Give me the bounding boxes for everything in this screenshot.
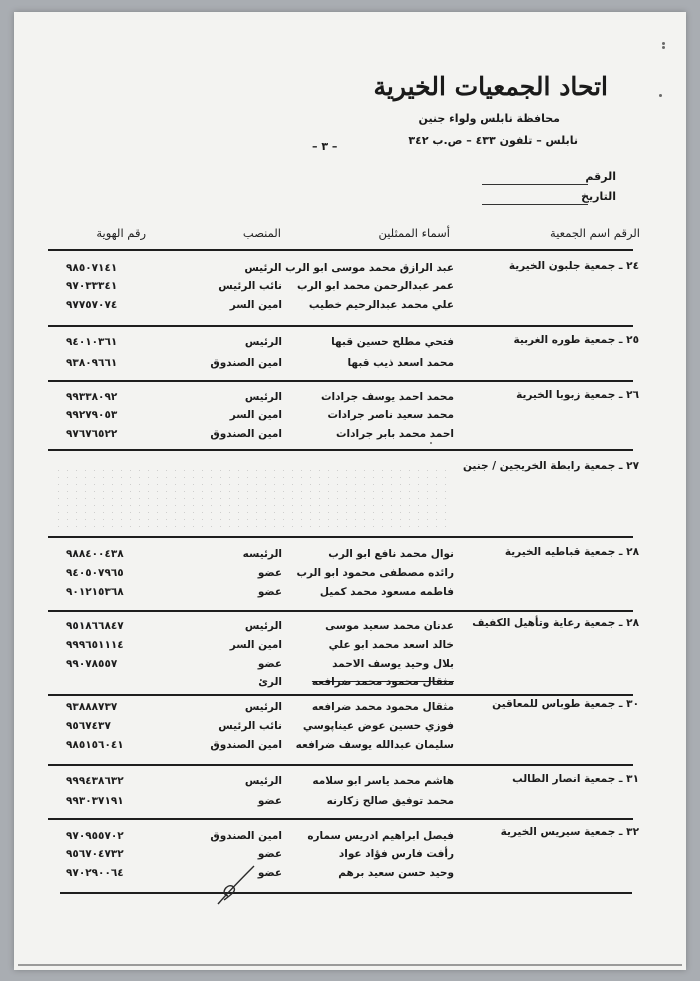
member-position: عضو xyxy=(257,848,282,860)
member-name: خالد اسعد محمد ابو علي xyxy=(328,639,454,651)
member-name: رأفت فارس فؤاد عواد xyxy=(338,848,454,860)
member-name: رائده مصطفى محمود ابو الرب xyxy=(296,567,454,579)
society-name: ٣٢ ـ جمعية سيريس الخيرية xyxy=(500,826,639,838)
society-name: ٢٤ ـ جمعية جلبون الخيرية xyxy=(508,260,639,272)
member-id: ٩٥٦٧٠٤٧٣٢ xyxy=(66,848,124,860)
member-position: الرئيس xyxy=(244,701,282,713)
member-id: ٩٩٠٧٨٥٥٧ xyxy=(66,658,118,670)
header-rule xyxy=(48,249,633,251)
member-position: الرئيس xyxy=(244,391,282,403)
member-position: امين الصندوق xyxy=(210,739,282,751)
member-name: نوال محمد نافع ابو الرب xyxy=(328,548,454,560)
letterhead-title: اتحاد الجمعيات الخيرية xyxy=(373,72,608,101)
member-name: محمد سعيد ناصر جرادات xyxy=(327,409,454,421)
member-id: ٩٧٠٩٥٥٧٠٢ xyxy=(66,830,124,842)
letterhead-contact: نابلس – تلفون ٤٣٣ – ص.ب ٣٤٢ xyxy=(408,134,578,147)
ref-line xyxy=(482,184,588,185)
member-id: ٩٩٢٧٩٠٥٣ xyxy=(66,409,118,421)
member-name: سليمان عبدالله يوسف ضرافعه xyxy=(295,739,454,751)
member-position: امين السر xyxy=(229,639,282,651)
member-position: عضو xyxy=(257,795,282,807)
member-name: محمد توفيق صالح زكارنه xyxy=(326,795,454,807)
member-position: عضو xyxy=(257,867,282,879)
member-position: نائب الرئيس xyxy=(218,280,282,292)
section-rule xyxy=(48,536,633,538)
scan-speck xyxy=(659,94,662,97)
member-name: فتحي مطلح حسين قبها xyxy=(331,336,454,348)
member-name: فوزي حسين عوض عيناپوسي xyxy=(302,720,454,732)
member-id: ٩٧٠٣٣٣٤١ xyxy=(66,280,118,292)
date-line xyxy=(482,204,588,205)
society-name: ٢٧ ـ جمعية رابطة الخريجين / جنين xyxy=(462,460,639,472)
member-name: احمد محمد بابر جرادات xyxy=(335,428,454,440)
document-page xyxy=(14,12,686,970)
member-id: ٩٧٧٥٧٠٧٤ xyxy=(66,299,118,311)
society-name: ٢٨ ـ جمعية رعاية وتأهيل الكفيف xyxy=(472,617,639,629)
col-representatives: أسماء الممثلين xyxy=(378,226,450,240)
page-number: – ٣ – xyxy=(312,140,338,153)
section-rule xyxy=(48,818,633,820)
section-rule xyxy=(48,325,633,327)
member-name: فيصل ابراهيم ادريس سماره xyxy=(307,830,454,842)
member-name: وحيد حسن سعيد برهم xyxy=(338,867,454,879)
member-position: الرئيس xyxy=(244,336,282,348)
member-position: نائب الرئيس xyxy=(218,720,282,732)
member-id: ٩٩٣٠٣٧١٩١ xyxy=(66,795,124,807)
member-name: مثقال محمود محمد ضرافعه xyxy=(311,701,454,713)
section-rule xyxy=(48,449,633,451)
member-name: عبد الرازق محمد موسى ابو الرب الرئيس xyxy=(244,262,454,274)
bottom-scan-edge xyxy=(18,964,682,966)
ref-label: الرقم xyxy=(585,170,616,183)
member-id: ٩٨٥١٥٦٠٤١ xyxy=(66,739,124,751)
member-id: ٩٩٩٤٣٨٦٣٢ xyxy=(66,775,124,787)
member-id: ٩٨٨٤٠٠٤٣٨ xyxy=(66,548,124,560)
scan-speck xyxy=(662,42,665,45)
member-name: فاطمه مسعود محمد كميل xyxy=(319,586,454,598)
col-id-number: رقم الهوية xyxy=(96,226,146,240)
member-id: ٩٧٠٢٩٠٠٦٤ xyxy=(66,867,124,879)
member-name: مثقال محمود محمد ضرافعه xyxy=(311,676,454,688)
section-rule xyxy=(48,694,633,696)
member-id: ٩٣٨٨٨٧٣٧ xyxy=(66,701,118,713)
member-position: الرئيسه xyxy=(242,548,282,560)
member-position: امين الصندوق xyxy=(210,357,282,369)
member-id: ٩٥١٨٦٦٨٤٧ xyxy=(66,620,124,632)
member-name: محمد اسعد ذيب قبها xyxy=(347,357,454,369)
member-position: عضو xyxy=(257,586,282,598)
member-position: الرئيس xyxy=(244,620,282,632)
member-id: ٩٤٠١٠٣٦١ xyxy=(66,336,118,348)
society-name: ٢٦ ـ جمعية زبوبا الخيرية xyxy=(516,389,639,401)
section-rule xyxy=(48,610,633,612)
member-position: امين الصندوق xyxy=(210,428,282,440)
section-rule xyxy=(48,764,633,766)
member-position: امين الصندوق xyxy=(210,830,282,842)
member-name: علي محمد عبدالرحيم خطيب xyxy=(308,299,454,311)
handwritten-mark xyxy=(210,860,270,910)
society-name: ٣٠ ـ جمعية طوباس للمعاقين xyxy=(492,698,639,710)
scan-speck xyxy=(430,442,432,444)
member-position: عضو xyxy=(257,567,282,579)
scan-noise xyxy=(54,467,454,527)
member-id: ٩٩٣٣٨٠٩٢ xyxy=(66,391,118,403)
member-position: الرئ xyxy=(258,676,282,688)
date-label: التاريخ xyxy=(581,190,616,203)
member-id: ٩٥٦٧٤٣٧ xyxy=(66,720,111,732)
scan-speck xyxy=(662,46,665,49)
member-name: محمد احمد يوسف جرادات xyxy=(320,391,454,403)
section-rule xyxy=(48,380,633,382)
member-id: ٩٣٨٠٩٦٦١ xyxy=(66,357,118,369)
member-position: عضو xyxy=(257,658,282,670)
letterhead-subtitle: محافظة نابلس ولواء جنين xyxy=(418,112,560,125)
society-name: ٣١ ـ جمعية انصار الطالب xyxy=(512,773,639,785)
member-name: بلال وحيد يوسف الاحمد xyxy=(332,658,454,670)
member-id: ٩٩٩٦٥١١١٤ xyxy=(66,639,124,651)
member-name: هاشم محمد ياسر ابو سلامه xyxy=(312,775,454,787)
member-id: ٩٠١٢١٥٣٦٨ xyxy=(66,586,124,598)
society-name: ٢٥ ـ جمعية طوره الغربية xyxy=(513,334,639,346)
member-position: امين السر xyxy=(229,299,282,311)
member-id: ٩٤٠٥٠٧٩٦٥ xyxy=(66,567,124,579)
member-id: ٩٨٥٠٧١٤١ xyxy=(66,262,118,274)
col-num-society: الرقم اسم الجمعية xyxy=(550,226,640,240)
col-position: المنصب xyxy=(242,226,281,240)
member-position: الرئيس xyxy=(244,775,282,787)
member-name: عدنان محمد سعيد موسى xyxy=(325,620,454,632)
society-name: ٢٨ ـ جمعية قباطيه الخيرية xyxy=(504,546,639,558)
bottom-rule xyxy=(60,892,632,894)
member-id: ٩٧٦٧٦٥٢٢ xyxy=(66,428,118,440)
member-name: عمر عبدالرحمن محمد ابو الرب xyxy=(297,280,454,292)
member-position: امين السر xyxy=(229,409,282,421)
